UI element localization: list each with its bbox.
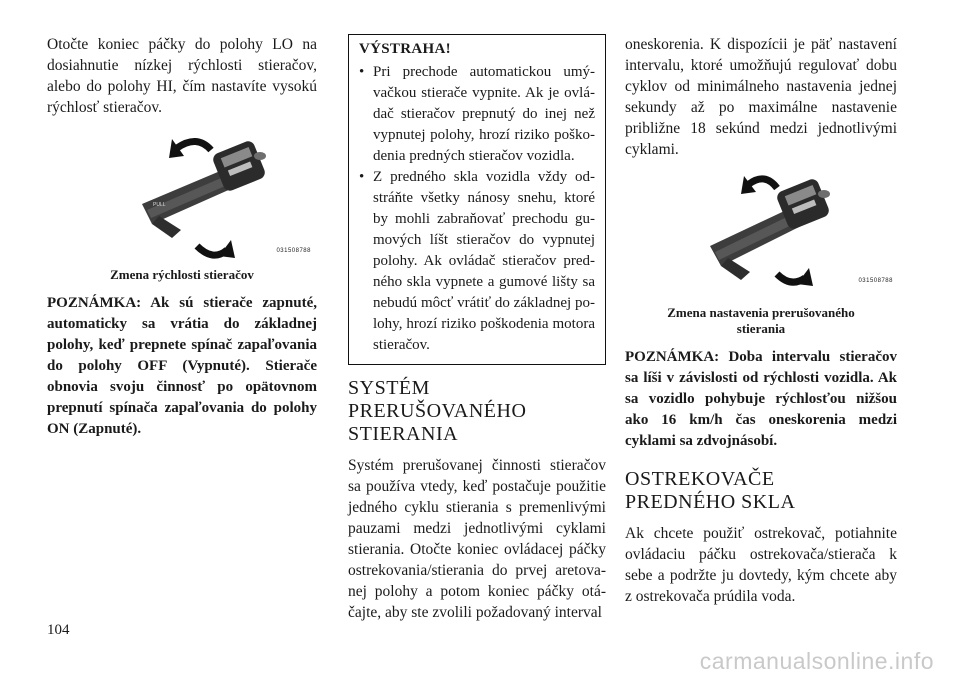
figure-caption: Zmena nastavenia prerušovaného stierania (667, 305, 855, 336)
warning-item-text: Pri prechode automatickou umývačkou stierače vypnite. Ak je ovládač stieračov prepnutý do inej než vypnutej polohy, hrozí riziko poškodenia predných stieračov vozidla. (373, 64, 595, 164)
warning-box (348, 34, 606, 365)
wiper-speed-figure (47, 126, 317, 281)
figure-caption: Zmena rýchlosti stieračov (110, 267, 254, 282)
wiper-stalk-speed-illustration (47, 126, 317, 281)
intro-paragraph: Otočte koniec páčky do polohy LO na dosiahnutie nízkej rýchlosti stieračov, alebo do polohy HI, čím nastavíte vysokú rýchlosť stieračov. (47, 36, 317, 116)
intermittent-figure (625, 170, 897, 305)
warning-item (359, 167, 595, 356)
warning-item (359, 62, 595, 167)
continuation-paragraph: oneskorenia. K dispozícii je päť nastavení intervalu, ktoré umožňujú regulovať dobu cyklov od minimálneho nastavenia jednej sekundy až po maximálne nastavenie približne 18 sekúnd medzi jednotlivými cyklami. (625, 36, 897, 158)
figure-id: 031508788 (276, 248, 311, 254)
bullet-icon: • (359, 64, 365, 80)
svg-text:PULL: PULL (153, 202, 166, 208)
section-heading-washers (625, 468, 897, 514)
warning-item-text: Z predného skla vozidla vždy odstráňte všetky nánosy snehu, ktoré by mohli zabraňovať prechodu gumových líšt stieračov do vypnutej polohy. Ak ovládač stieračov predného skla vypnete a gumové lišty sa nebudú môcť vrátiť do základnej polohy, hrozí riziko poškodenia motora stieračov. (373, 169, 595, 353)
column-left (47, 34, 317, 440)
heading-line: PREDNÉHO SKLA (625, 491, 796, 513)
heading-line: SYSTÉM (348, 377, 430, 399)
heading-line: OSTREKOVAČE (625, 468, 775, 490)
warning-list (359, 62, 595, 356)
figure-id: 031508788 (858, 278, 893, 284)
watermark: carmanualsonline.info (699, 648, 934, 674)
warning-title: VÝSTRAHA! (359, 41, 451, 57)
bullet-icon: • (359, 169, 365, 185)
note-paragraph: POZNÁMKA: Doba intervalu stieračov sa líši v závislosti od rýchlosti vozidla. Ak sa vozidlo pohybuje rýchlosťou nižšou ako 16 km/h čas oneskorenia medzi cyklami sa zdvojnásobí. (625, 349, 897, 449)
washer-paragraph: Ak chcete použiť ostrekovač, potiahnite ovládaciu páčku ostrekovača/stierača k sebe a podržte ju dovtedy, kým chcete aby z ostrekovača prúdila voda. (625, 525, 897, 605)
intermittent-paragraph: Systém prerušovanej činnosti stieračov sa používa vtedy, keď postačuje použitie jedného cyklu stierania s premenlivými pauzami medzi jednotlivými cyklami stierania. Otočte koniec ovládacej páčky ostrekovania/stierania do prvej aretovanej polohy a potom koniec páčky otáčajte, aby ste zvolili požadovaný interval (348, 457, 606, 621)
column-right (625, 34, 897, 607)
page-number: 104 (47, 622, 70, 638)
wiper-stalk-intermittent-illustration (625, 170, 897, 305)
section-heading-intermittent (348, 377, 606, 446)
heading-line: PRERUŠOVANÉHO (348, 400, 527, 422)
heading-line: STIERANIA (348, 423, 459, 445)
column-middle (348, 34, 606, 623)
note-paragraph: POZNÁMKA: Ak sú stierače zapnuté, automaticky sa vrátia do základnej polohy, keď prepnete spínač zapaľovania do polohy OFF (Vypnuté). Stierače obnovia svoju činnosť po opätovnom prepnutí spínača zapaľovania do polohy ON (Zapnuté). (47, 295, 317, 437)
